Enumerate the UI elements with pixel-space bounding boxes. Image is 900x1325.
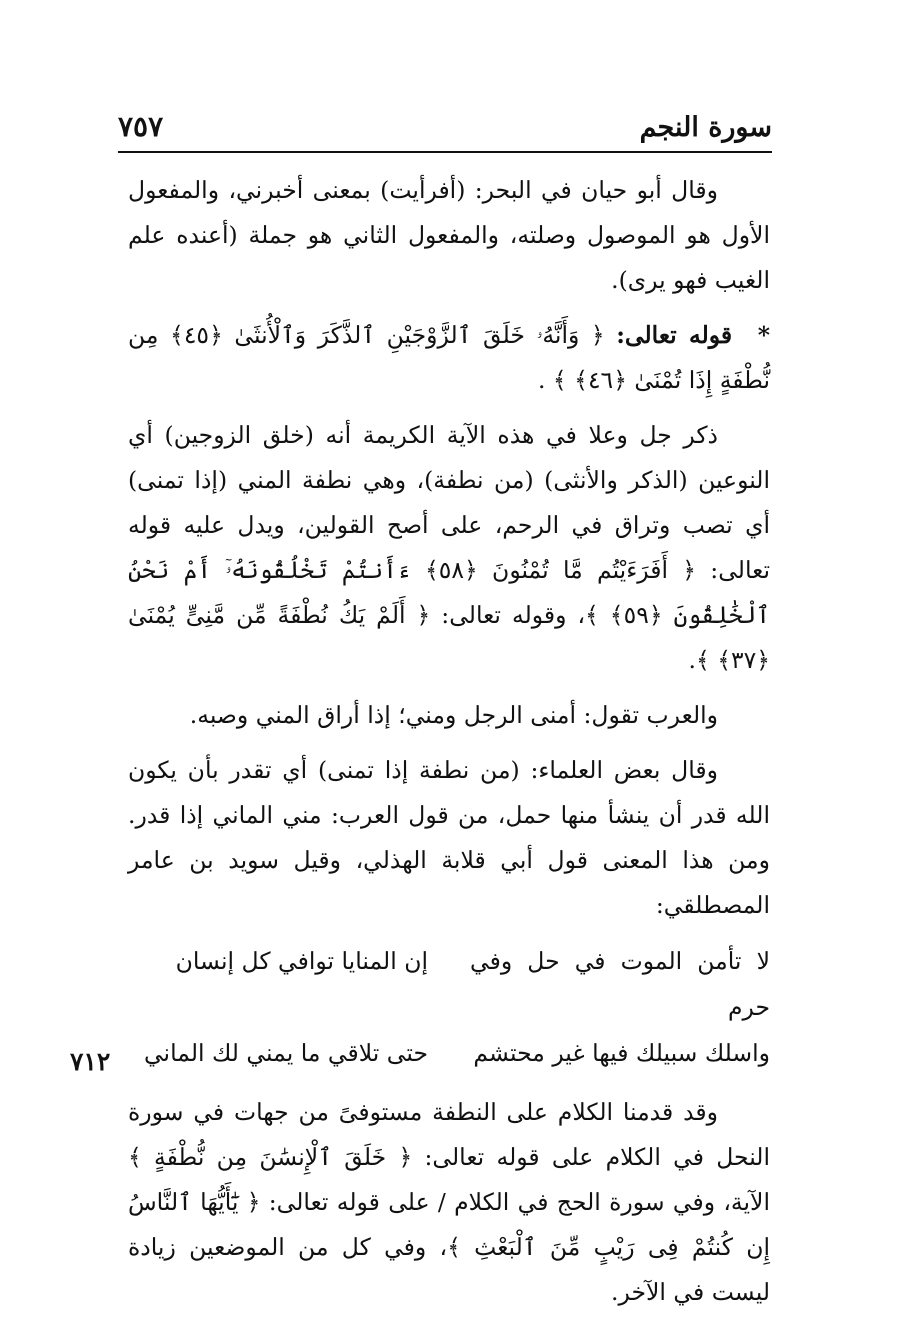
verse-heading (128, 313, 770, 403)
page-body (128, 168, 770, 1325)
poem-hemistich: إن المنايا توافي كل إنسان (175, 947, 428, 975)
poem-verse (128, 938, 770, 1030)
poem-hemistich: واسلك سبيلك فيها غير محتشم (473, 1039, 770, 1067)
poem-verse (128, 1030, 770, 1076)
verse-intro: قوله تعالى: (616, 321, 733, 349)
page-header (118, 108, 772, 152)
header-divider (118, 151, 772, 153)
surah-title: سورة النجم (639, 112, 772, 143)
quran-verse: ﴿ وَأَنَّهُۥ خَلَقَ ٱلزَّوْجَيْنِ ٱلذَّكَرَ وَٱلْأُنثَىٰ ﴿٤٥﴾ مِن نُّطْفَةٍ إِذَا تُمْنَىٰ ﴿٤٦﴾ ﴾ (128, 321, 770, 394)
paragraph-explanation: ذكر جل وعلا في هذه الآية الكريمة أنه (خلق الزوجين) أي النوعين (الذكر والأنثى) (من نطفة)، وهي نطفة المني (إذا تمنى) أي تصب وتراق في الرحم، على أصح القولين، ويدل عليه قوله تعالى: ﴿ أَفَرَءَيْتُم مَّا تُمْنُونَ ﴿٥٨﴾ ءَأَنتُمْ تَخْلُقُونَهُۥٓ أَمْ نَحْنُ ٱلْخَٰلِقُونَ ﴿٥٩﴾ ﴾، وقوله تعالى: ﴿ أَلَمْ يَكُ نُطْفَةً مِّن مَّنِىٍّ يُمْنَىٰ ﴿٣٧﴾ ﴾. (128, 421, 770, 674)
paragraph-arabs-say: والعرب تقول: أمنى الرجل ومني؛ إذا أراق المني وصبه. (189, 701, 718, 729)
paragraph-previous-discussion: وقد قدمنا الكلام على النطفة مستوفىً من جهات في سورة النحل في الكلام على قوله تعالى: ﴿ خَلَقَ ٱلْإِنسَٰنَ مِن نُّطْفَةٍ ﴾ الآية، وفي سورة الحج في الكلام / على قوله تعالى: ﴿ يَٰٓأَيُّهَا ٱلنَّاسُ إِن كُنتُمْ فِى رَيْبٍ مِّنَ ٱلْبَعْثِ ﴾، وفي كل من الموضعين زيادة ليست في الآخر. (128, 1098, 770, 1306)
poem (128, 938, 770, 1076)
verse-end: . (537, 366, 546, 394)
poem-hemistich: حتى تلاقي ما يمني لك الماني (143, 1039, 428, 1067)
paragraph-some-scholars: وقال بعض العلماء: (من نطفة إذا تمنى) أي تقدر بأن يكون الله قدر أن ينشأ منها حمل، من قول العرب: مني الماني إذا قدر. ومن هذا المعنى قول أبي قلابة الهذلي، وقيل سويد بن عامر المصطلقي: (128, 756, 770, 919)
paragraph-abu-hayyan: وقال أبو حيان في البحر: (أفرأيت) بمعنى أخبرني، والمفعول الأول هو الموصول وصلته، والمفعول الثاني هو جملة (أعنده علم الغيب فهو يرى). (128, 176, 770, 294)
poem-hemistich: لا تأمن الموت في حل وفي حرم (470, 947, 770, 1021)
star-marker: * (757, 321, 770, 349)
page-number: ٧٥٧ (118, 110, 164, 143)
margin-page-reference: ٧١٢ (70, 1047, 111, 1076)
